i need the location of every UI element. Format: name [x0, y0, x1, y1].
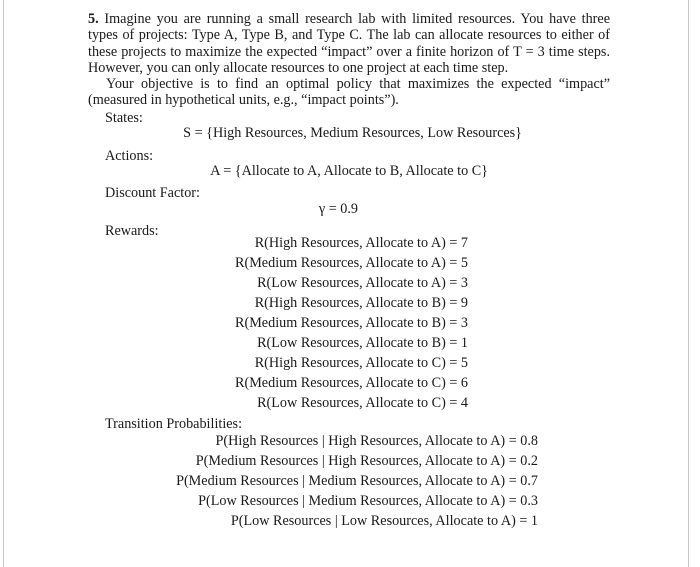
problem-intro-text: Imagine you are running a small research lab with limited resources. You have three types of projects: Type A, Type B, and Type C. The lab can allocate resources to either of these projects to maximize the expected “impact” over a finite horizon of T = 3 time steps. However, you can only allocate resources to one project at each time step.	[88, 11, 611, 76]
reward-equation: R(Medium Resources, Allocate to B) = 3	[235, 315, 468, 331]
states-equation: S = {High Resources, Medium Resources, Low Resources}	[183, 125, 522, 141]
page-border-left	[3, 0, 4, 567]
page-border-right	[688, 0, 689, 567]
transition-equation: P(Medium Resources | Medium Resources, Allocate to A) = 0.7	[176, 473, 538, 489]
transition-equation: P(Medium Resources | High Resources, Allocate to A) = 0.2	[195, 453, 538, 469]
rewards-label: Rewards:	[105, 223, 159, 239]
reward-equation: R(High Resources, Allocate to A) = 7	[254, 235, 468, 251]
discount-equation: γ = 0.9	[318, 201, 358, 217]
transition-equation: P(High Resources | High Resources, Allocate to A) = 0.8	[215, 433, 538, 449]
reward-equation: R(Low Resources, Allocate to A) = 3	[257, 275, 468, 291]
reward-equation: R(Low Resources, Allocate to B) = 1	[257, 335, 468, 351]
transitions-label: Transition Probabilities:	[105, 416, 243, 432]
reward-equation: R(High Resources, Allocate to B) = 9	[254, 295, 468, 311]
actions-equation: A = {Allocate to A, Allocate to B, Allocate to C}	[210, 163, 488, 179]
reward-equation: R(Low Resources, Allocate to C) = 4	[257, 395, 468, 411]
reward-equation: R(Medium Resources, Allocate to A) = 5	[235, 255, 468, 271]
states-label: States:	[105, 110, 143, 126]
transition-equation: P(Low Resources | Medium Resources, Allocate to A) = 0.3	[198, 493, 538, 509]
problem-paragraph-1	[88, 11, 610, 76]
reward-equation: R(Medium Resources, Allocate to C) = 6	[235, 375, 468, 391]
discount-label: Discount Factor:	[105, 185, 200, 201]
reward-equation: R(High Resources, Allocate to C) = 5	[254, 355, 468, 371]
actions-label: Actions:	[105, 148, 154, 164]
transition-equation: P(Low Resources | Low Resources, Allocate to A) = 1	[230, 513, 538, 529]
problem-paragraph-2: Your objective is to find an optimal policy that maximizes the expected “impact” (measured in hypothetical units, e.g., “impact points”).	[88, 76, 610, 109]
problem-number: 5.	[88, 11, 99, 27]
